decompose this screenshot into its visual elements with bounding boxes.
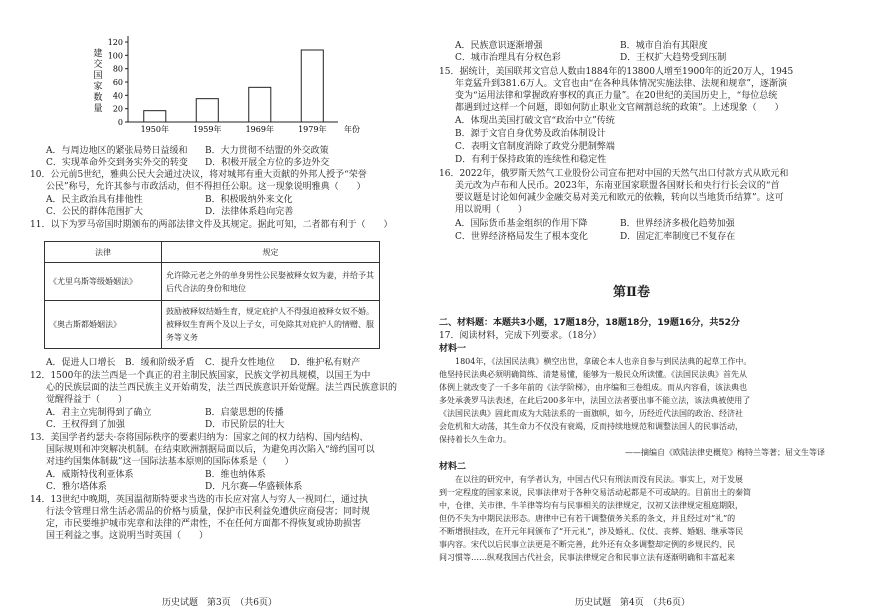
mat2-line-5: 不断增损挂改，在开元年间颁布了“开元礼”，涉及婚礼、仪仗、丧葬、婚姻、继承等民 <box>439 527 744 536</box>
part2-title: 第Ⅱ卷 <box>613 285 650 300</box>
x-tick-label: 1979年 <box>298 125 327 134</box>
y-tick-label: 100 <box>107 51 123 61</box>
y-axis-label-char: 交 <box>93 60 103 70</box>
q16-line-4: 用以说明（ ） <box>455 205 528 215</box>
q16-line-3: 要议题是讨论如何减少金融交易对美元和欧元的依赖，转向以当地货币结算”。这可 <box>455 193 784 203</box>
x-tick-label: 1950年 <box>140 125 169 134</box>
y-axis-label-char: 建 <box>93 49 103 59</box>
q12-line-2: 心的民族层面的法兰西民族主义开始萌发，法兰西民族意识开始觉醒。法兰西民族意识的 <box>46 383 398 393</box>
q14-option-b: B．城市自治有其限度 <box>620 41 708 51</box>
law-table <box>44 241 380 349</box>
right-page <box>435 0 870 614</box>
right-footer: 历史试题 第4页 （共6页） <box>575 598 690 608</box>
q12-line-3: 觉醒得益于（ ） <box>46 395 128 405</box>
q11-option-d: D．维护私有财产 <box>290 358 361 368</box>
mat1-line-2: 他坚持民法典必须明确简练、清楚易懂，能够为一般民众所读懂。《法国民法典》首先从 <box>439 370 747 379</box>
q10-option-d: D．法律体系趋向完善 <box>205 207 294 217</box>
y-tick-label: 20 <box>112 104 123 114</box>
q15-line-1: 15．据统计，美国联邦文官总人数由1884年的13800人增至1900年的近20万人，1945 <box>439 67 794 77</box>
q11-stem: 11．以下为罗马帝国时期颁布的两部法律文件及其规定。据此可知，二者都有利于（ ） <box>30 220 393 230</box>
x-axis-label: 年份 <box>344 125 360 134</box>
q15-line-3: 变为“运用法律和掌握政府事权的真正力量”。在20世纪的美国历史上，“每位总统 <box>455 91 778 101</box>
q10-line-2: 公民”称号，允许其参与市政活动，但不得担任公职。这一现象说明雅典（ ） <box>46 182 366 192</box>
mat1-source: ——摘编自《欧陆法律史概览》梅特兰等著；屈文生等译 <box>625 448 825 457</box>
q13-option-d: D．凡尔赛—华盛顿体系 <box>205 482 303 492</box>
y-tick-label: 60 <box>112 78 123 87</box>
y-axis-label-char: 数 <box>93 93 103 103</box>
q15-line-2: 年竟猛升到381.6万人。文官也由“在各种具体情况实施法律、法规和规章”，逐渐演 <box>455 79 787 89</box>
q15-option-a: A．体现出美国打破文官“政治中立”传统 <box>455 116 615 126</box>
q15-line-4: 都遇到过这样一个问题，即如何防止职业文官阐割总统的政策”。上述现象（ ） <box>455 103 784 113</box>
mat1-line-4: 多处承袭罗马法表述，在此后200多年中，法国立法者要出事不能立法，该法典被使用了 <box>439 396 751 405</box>
y-axis-label-char: 国 <box>93 71 103 81</box>
q9-option-b: B．大力贯彻不结盟的外交政策 <box>205 146 329 156</box>
mat1-line-3: 体例上就改变了一千多年前的《法学阶梯》，由序编和三卷组成。而从内容看，该法典也 <box>439 383 747 392</box>
q14-line-1: 14．13世纪中晚期，英国温彻斯特要求当选的市长应对富人与穷人一视同仁，通过执 <box>30 495 368 505</box>
table-law-1: 《尤里乌斯等级婚姻法》 <box>45 263 162 301</box>
material-1-label: 材料一 <box>439 344 467 354</box>
q9-option-c: C．实现革命外交到务实外交的转变 <box>46 158 188 168</box>
q17-stem: 17．阅读材料，完成下列要求。（18分） <box>439 331 602 341</box>
mat1-line-1: 1804年，《法国民法典》横空出世，拿破仑本人也亲自参与到民法典的起草工作中。 <box>455 357 752 366</box>
q14-line-4: 国王利益之事。这说明当时英国（ ） <box>46 531 209 541</box>
q11-option-a: A．促进人口增长 <box>46 358 116 368</box>
mat2-line-7: 间习惯等……纵观我国古代社会，民事法律规定合和民事立法有逐渐明确和丰富起来 <box>439 553 735 562</box>
y-tick-label: 80 <box>112 64 123 74</box>
q16-option-d: D．固定汇率制度已不复存在 <box>620 232 736 242</box>
q16-option-a: A．国际货币基金组织的作用下降 <box>455 219 588 229</box>
q10-option-c: C．公民的群体范围扩大 <box>46 207 143 217</box>
table-header-rule: 规定 <box>162 242 380 263</box>
q10-option-b: B．积极吸纳外来文化 <box>205 195 293 205</box>
mat1-line-7: 保持着长久生命力。 <box>439 435 511 444</box>
mat2-line-4: 但仍不失为中期民法形态。唐律中已有若干调整债务关系的条文，并且经过对“礼”的 <box>439 514 736 523</box>
q9-option-d: D．积极开展全方位的多边外交 <box>205 158 330 168</box>
q15-option-b: B．源于文官自身优势及政治体制设计 <box>455 129 606 139</box>
y-axis-label-char: 量 <box>93 104 103 114</box>
q12-option-d: D．市民阶层的壮大 <box>205 420 285 430</box>
x-tick-label: 1969年 <box>245 125 274 134</box>
q14-line-3: 定，市民要维护城市宪章和法律的严肃性，不在任何方面都不得恢复或协助损害 <box>46 519 362 529</box>
q13-line-1: 13．美国学者约瑟夫·奈将国际秩序的要素归纳为：国家之间的权力结构、国内结构、 <box>30 433 369 443</box>
q16-option-b: B．世界经济多极化趋势加强 <box>620 219 735 229</box>
q14-line-2: 行法令管理日常生活必需品的价格与质量，保护市民利益免遭供应商侵害；同时规 <box>46 507 371 517</box>
q13-option-a: A．威斯特伐利亚体系 <box>46 470 134 480</box>
mat1-line-6: 会危机和大动荡，其生命力不仅没有衰竭，反而持续地规范和调整法国人的民事活动， <box>439 422 743 431</box>
q12-option-b: B．启蒙思想的传播 <box>205 408 284 418</box>
q13-line-3: 对违约国集体制裁”这一国际法基本原则的国际体系是（ ） <box>46 457 294 467</box>
part2-heading: 二、材料题：本题共3小题，17题18分，18题18分，19题16分，共52分 <box>439 318 740 328</box>
mat2-line-1: 在以往的研究中，有学者认为，中国古代只有刑法而没有民法。事实上，对于发展 <box>455 475 743 484</box>
mat2-line-3: 中，仓律、关市律、牛羊律等均有与民事相关的法律规定，汉初又法律规定租庭期限， <box>439 501 743 510</box>
q12-option-c: C．王权得到了加强 <box>46 420 125 430</box>
q15-option-d: D．有利于保持政策的连续性和稳定性 <box>455 155 607 165</box>
q15-option-c: C．表明文官制度消除了政党分肥制弊端 <box>455 142 615 152</box>
table-header-law: 法律 <box>45 242 162 263</box>
table-law-2: 《奥古斯都婚姻法》 <box>45 301 162 349</box>
mat1-line-5: 《法国民法典》固此而成为大陆法系的一面旗帜，如今，历经近代法国的政治、经济社 <box>439 409 743 418</box>
mat2-line-2: 到一定程度的国家来说，民事法律对于各种交易活动起都是不可或缺的。目前出土的秦简 <box>439 488 751 497</box>
q9-option-a: A．与周边地区的紧张局势日益缓和 <box>46 146 188 156</box>
q16-line-2: 美元改为卢布和人民币。2023年，东南亚国家联盟各国财长和央行行长会议的“首 <box>455 181 780 191</box>
bar <box>144 111 166 122</box>
q14-option-c: C．城市治理具有分权色彩 <box>455 53 561 63</box>
material-2-label: 材料二 <box>439 462 467 472</box>
q16-option-c: C．世界经济格局发生了根本变化 <box>455 232 588 242</box>
q11-option-c: C．提升女性地位 <box>205 358 275 368</box>
q16-line-1: 16．2022年，俄罗斯天然气工业股份公司宣布把对中国的天然气出口付款方式从欧元和 <box>439 169 789 179</box>
x-tick-label: 1959年 <box>193 125 222 134</box>
y-axis-label-char: 家 <box>93 82 103 92</box>
bar <box>301 50 323 122</box>
q14-option-a: A．民族意识逐渐增强 <box>455 41 543 51</box>
q11-option-b: B．缓和阶级矛盾 <box>125 358 195 368</box>
q12-option-a: A．君主立宪制得到了确立 <box>46 408 152 418</box>
bar <box>249 87 271 122</box>
y-tick-label: 120 <box>107 38 123 47</box>
table-rule-1: 允许除元老之外的单身男性公民娶被释女奴为妻，并给予其后代合法的身份和地位 <box>162 263 380 301</box>
q10-option-a: A．民主政治具有排他性 <box>46 195 143 205</box>
bar <box>196 99 218 122</box>
q13-line-2: 国际规则和冲突解决机制。在结束欧洲割据局面以后，为避免再次陷入“缔约国可以 <box>46 445 375 455</box>
bar-chart <box>72 34 362 136</box>
q13-option-c: C．雅尔塔体系 <box>46 482 107 492</box>
q13-option-b: B．维也纳体系 <box>205 470 266 480</box>
mat2-line-6: 事内容。宋代以后民事立法更是不断完善，此外还有众多调整却定例的乡规民约、民 <box>439 540 735 549</box>
y-tick-label: 0 <box>117 118 123 127</box>
left-footer: 历史试题 第3页 （共6页） <box>162 598 277 608</box>
q14-option-d: D．王权扩大趋势受到压制 <box>620 53 727 63</box>
y-tick-label: 40 <box>112 91 123 101</box>
q12-line-1: 12．1500年的法兰西是一个真正的君主制民族国家，民族文学初具规模，以国王为中 <box>30 371 371 381</box>
table-rule-2: 鼓励被释奴结婚生育，规定庇护人不得强迫被释女奴不婚。被释奴生育两个及以上子女，可免除其对庇护人的情赠、服务等义务 <box>162 301 380 349</box>
q10-line-1: 10．公元前5世纪，雅典公民大会通过决议，将对城邦有重大贡献的外邦人授予“荣誉 <box>30 170 367 180</box>
